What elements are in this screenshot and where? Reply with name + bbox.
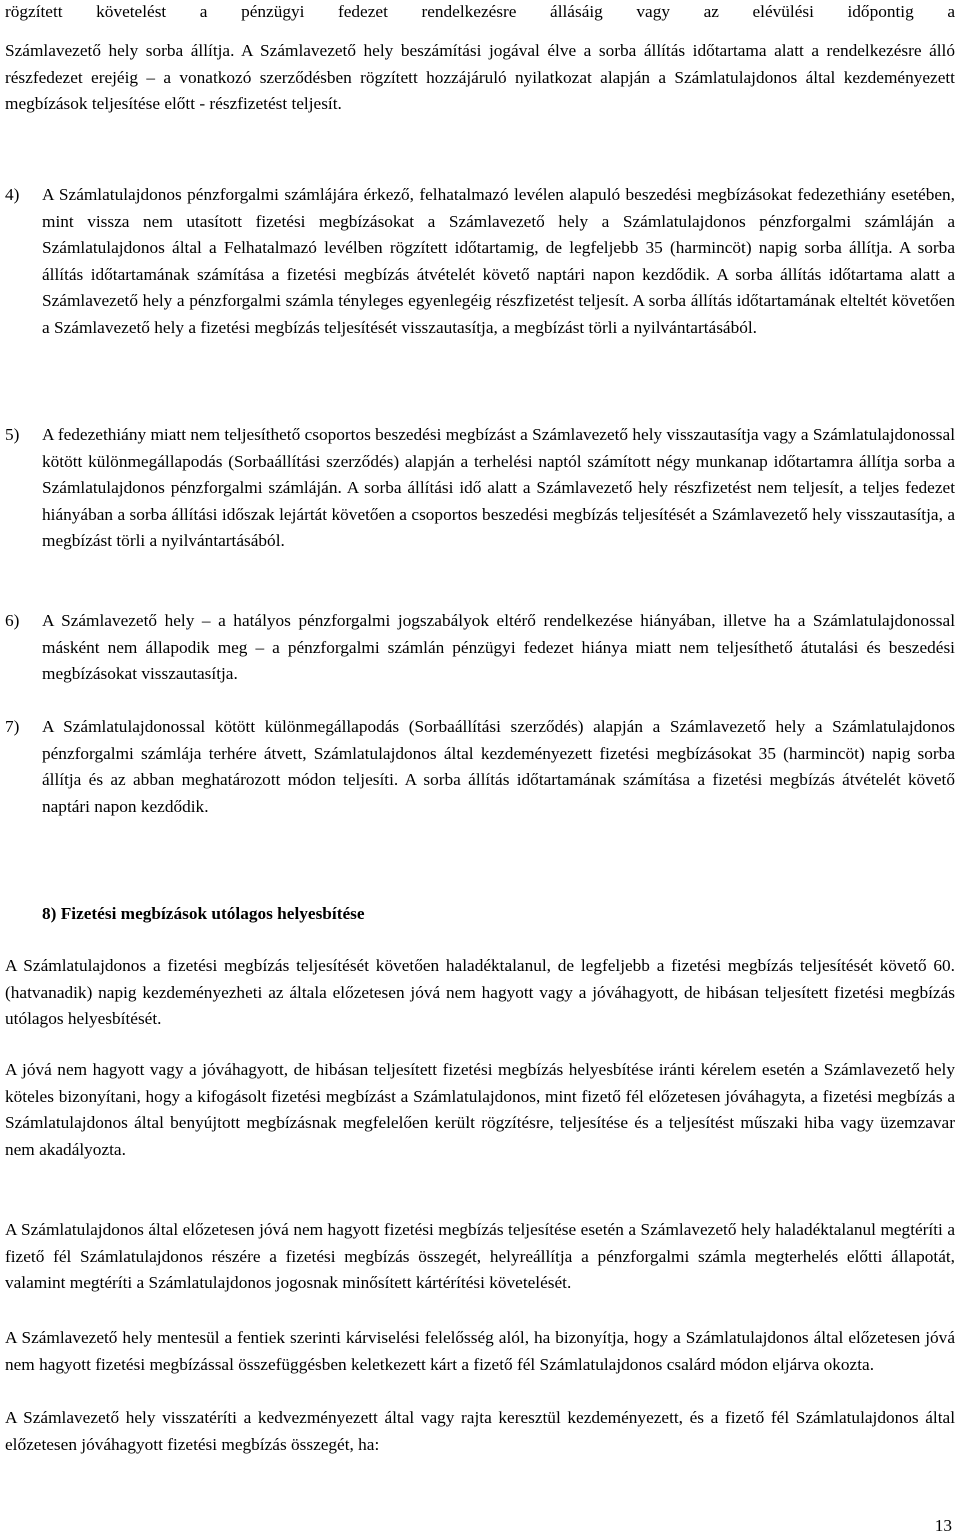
list-item-text: A fedezethiány miatt nem teljesíthető csoportos beszedési megbízást a Számlavezető hely visszautasítja vagy a Számlatulajdonossal kötött különmegállapodás (Sorbaállítási szerződés) alapján a terhelési naptól számított négy munkanap időtartamra állítja sorba a Számlatulajdonos pénzforgalmi számláján. A sorba állítási idő alatt a Számlavezető hely részfizetést nem teljesít, a teljes fedezet hiányában a sorba állítási időszak lejártát követően a csoportos beszedési megbízás teljesítését a Számlavezető hely visszautasítja, a megbízást törli a nyilvántartásából.	[42, 425, 955, 551]
section-paragraph: A Számlatulajdonos által előzetesen jóvá nem hagyott fizetési megbízás teljesítése esetén a Számlavezető hely haladéktalanul megtéríti a fizető fél Számlatulajdonos részére a fizetési megbízás összegét, helyreállítja a pénzforgalmi számla megterhelés előtti állapotát, valamint megtéríti a Számlatulajdonos jogosnak minősített kártérítési követelését.	[5, 1220, 955, 1293]
list-item-number: 7)	[5, 717, 20, 736]
list-item-text: A Számlatulajdonos pénzforgalmi számlájára érkező, felhatalmazó levélen alapuló beszedési megbízásokat fedezethiány esetében, mint vissza nem utasított fizetési megbízásokat a Számlavezető hely a Számlatulajdonos pénzforgalmi számláján a Számlatulajdonos által a Felhatalmazó levélben rögzített időtartamig, de legfeljebb 35 (harmincöt) napig sorba állítja. A sorba állítás időtartamának számítása a fizetési megbízás átvételét követő naptári napon kezdődik. A sorba állítás időtartama alatt a Számlavezető hely a pénzforgalmi számla tényleges egyenlegéig részfizetést teljesít. A sorba állítás időtartamának elteltét követően a Számlavezető hely a fizetési megbízás teljesítését visszautasítja, a megbízást törli a nyilvántartásából.	[42, 185, 955, 337]
list-item-7	[5, 714, 955, 820]
continuation-first-line: rögzített követelést a pénzügyi fedezet rendelkezésre állásáig vagy az elévülési időpontig a	[5, 2, 955, 21]
list-item-4	[5, 182, 955, 342]
section-paragraph: A Számlavezető hely visszatéríti a kedvezményezett által vagy rajta keresztül kezdeményezett, és a fizető fél Számlatulajdonos által előzetesen jóváhagyott fizetési megbízás összegét, ha:	[5, 1408, 955, 1454]
list-item-5	[5, 422, 955, 555]
list-item-number: 4)	[5, 185, 20, 204]
section-paragraph: A Számlavezető hely mentesül a fentiek szerinti kárviselési felelősség alól, ha bizonyítja, hogy a Számlatulajdonos által előzetesen jóvá nem hagyott fizetési megbízással összefüggésben keletkezett kárt a fizető fél Számlatulajdonos csalárd módon eljárva okozta.	[5, 1328, 955, 1374]
continuation-paragraph: Számlavezető hely sorba állítja. A Számlavezető hely beszámítási jogával élve a sorba állítás időtartama alatt a rendelkezésre álló részfedezet erejéig – a vonatkozó szerződésben rögzített hozzájáruló nyilatkozat alapján a Számlatulajdonos által kezdeményezett megbízások teljesítése előtt - részfizetést teljesít.	[5, 41, 955, 114]
page-number: 13	[934, 1516, 952, 1535]
section-paragraph: A Számlatulajdonos a fizetési megbízás teljesítését követően haladéktalanul, de legfeljebb a fizetési megbízás teljesítését követő 60. (hatvanadik) napig kezdeményezheti az általa előzetesen jóvá nem hagyott vagy a jóváhagyott, de hibásan teljesített fizetési megbízás utólagos helyesbítését.	[5, 956, 955, 1029]
list-item-6	[5, 608, 955, 688]
list-item-number: 6)	[5, 611, 20, 630]
list-item-number: 5)	[5, 425, 20, 444]
list-item-text: A Számlavezető hely – a hatályos pénzforgalmi jogszabályok eltérő rendelkezése hiányában, illetve ha a Számlatulajdonossal másként nem állapodik meg – a pénzforgalmi számlán pénzügyi fedezet hiánya miatt nem teljesíthető átutalási és beszedési megbízásokat visszautasítja.	[42, 611, 955, 684]
list-item-text: A Számlatulajdonossal kötött különmegállapodás (Sorbaállítási szerződés) alapján a Számlavezető hely a Számlatulajdonos pénzforgalmi számlája terhére átvett, Számlatulajdonos által kezdeményezett fizetési megbízásokat 35 (harmincöt) napig sorba állítja és az abban meghatározott módon teljesíti. A sorba állítás időtartamának számítása a fizetési megbízás átvételét követő naptári napon kezdődik.	[42, 717, 955, 816]
section-heading: 8) Fizetési megbízások utólagos helyesbítése	[42, 904, 365, 923]
section-paragraph: A jóvá nem hagyott vagy a jóváhagyott, de hibásan teljesített fizetési megbízás helyesbítése iránti kérelem esetén a Számlavezető hely köteles bizonyítani, hogy a kifogásolt fizetési megbízást a Számlatulajdonos, mint fizető fél előzetesen jóváhagyta, a fizetési megbízás a Számlatulajdonos által benyújtott megbízásnak megfelelően került rögzítésre, teljesítése és a teljesítést műszaki hiba vagy üzemzavar nem akadályozta.	[5, 1060, 955, 1159]
